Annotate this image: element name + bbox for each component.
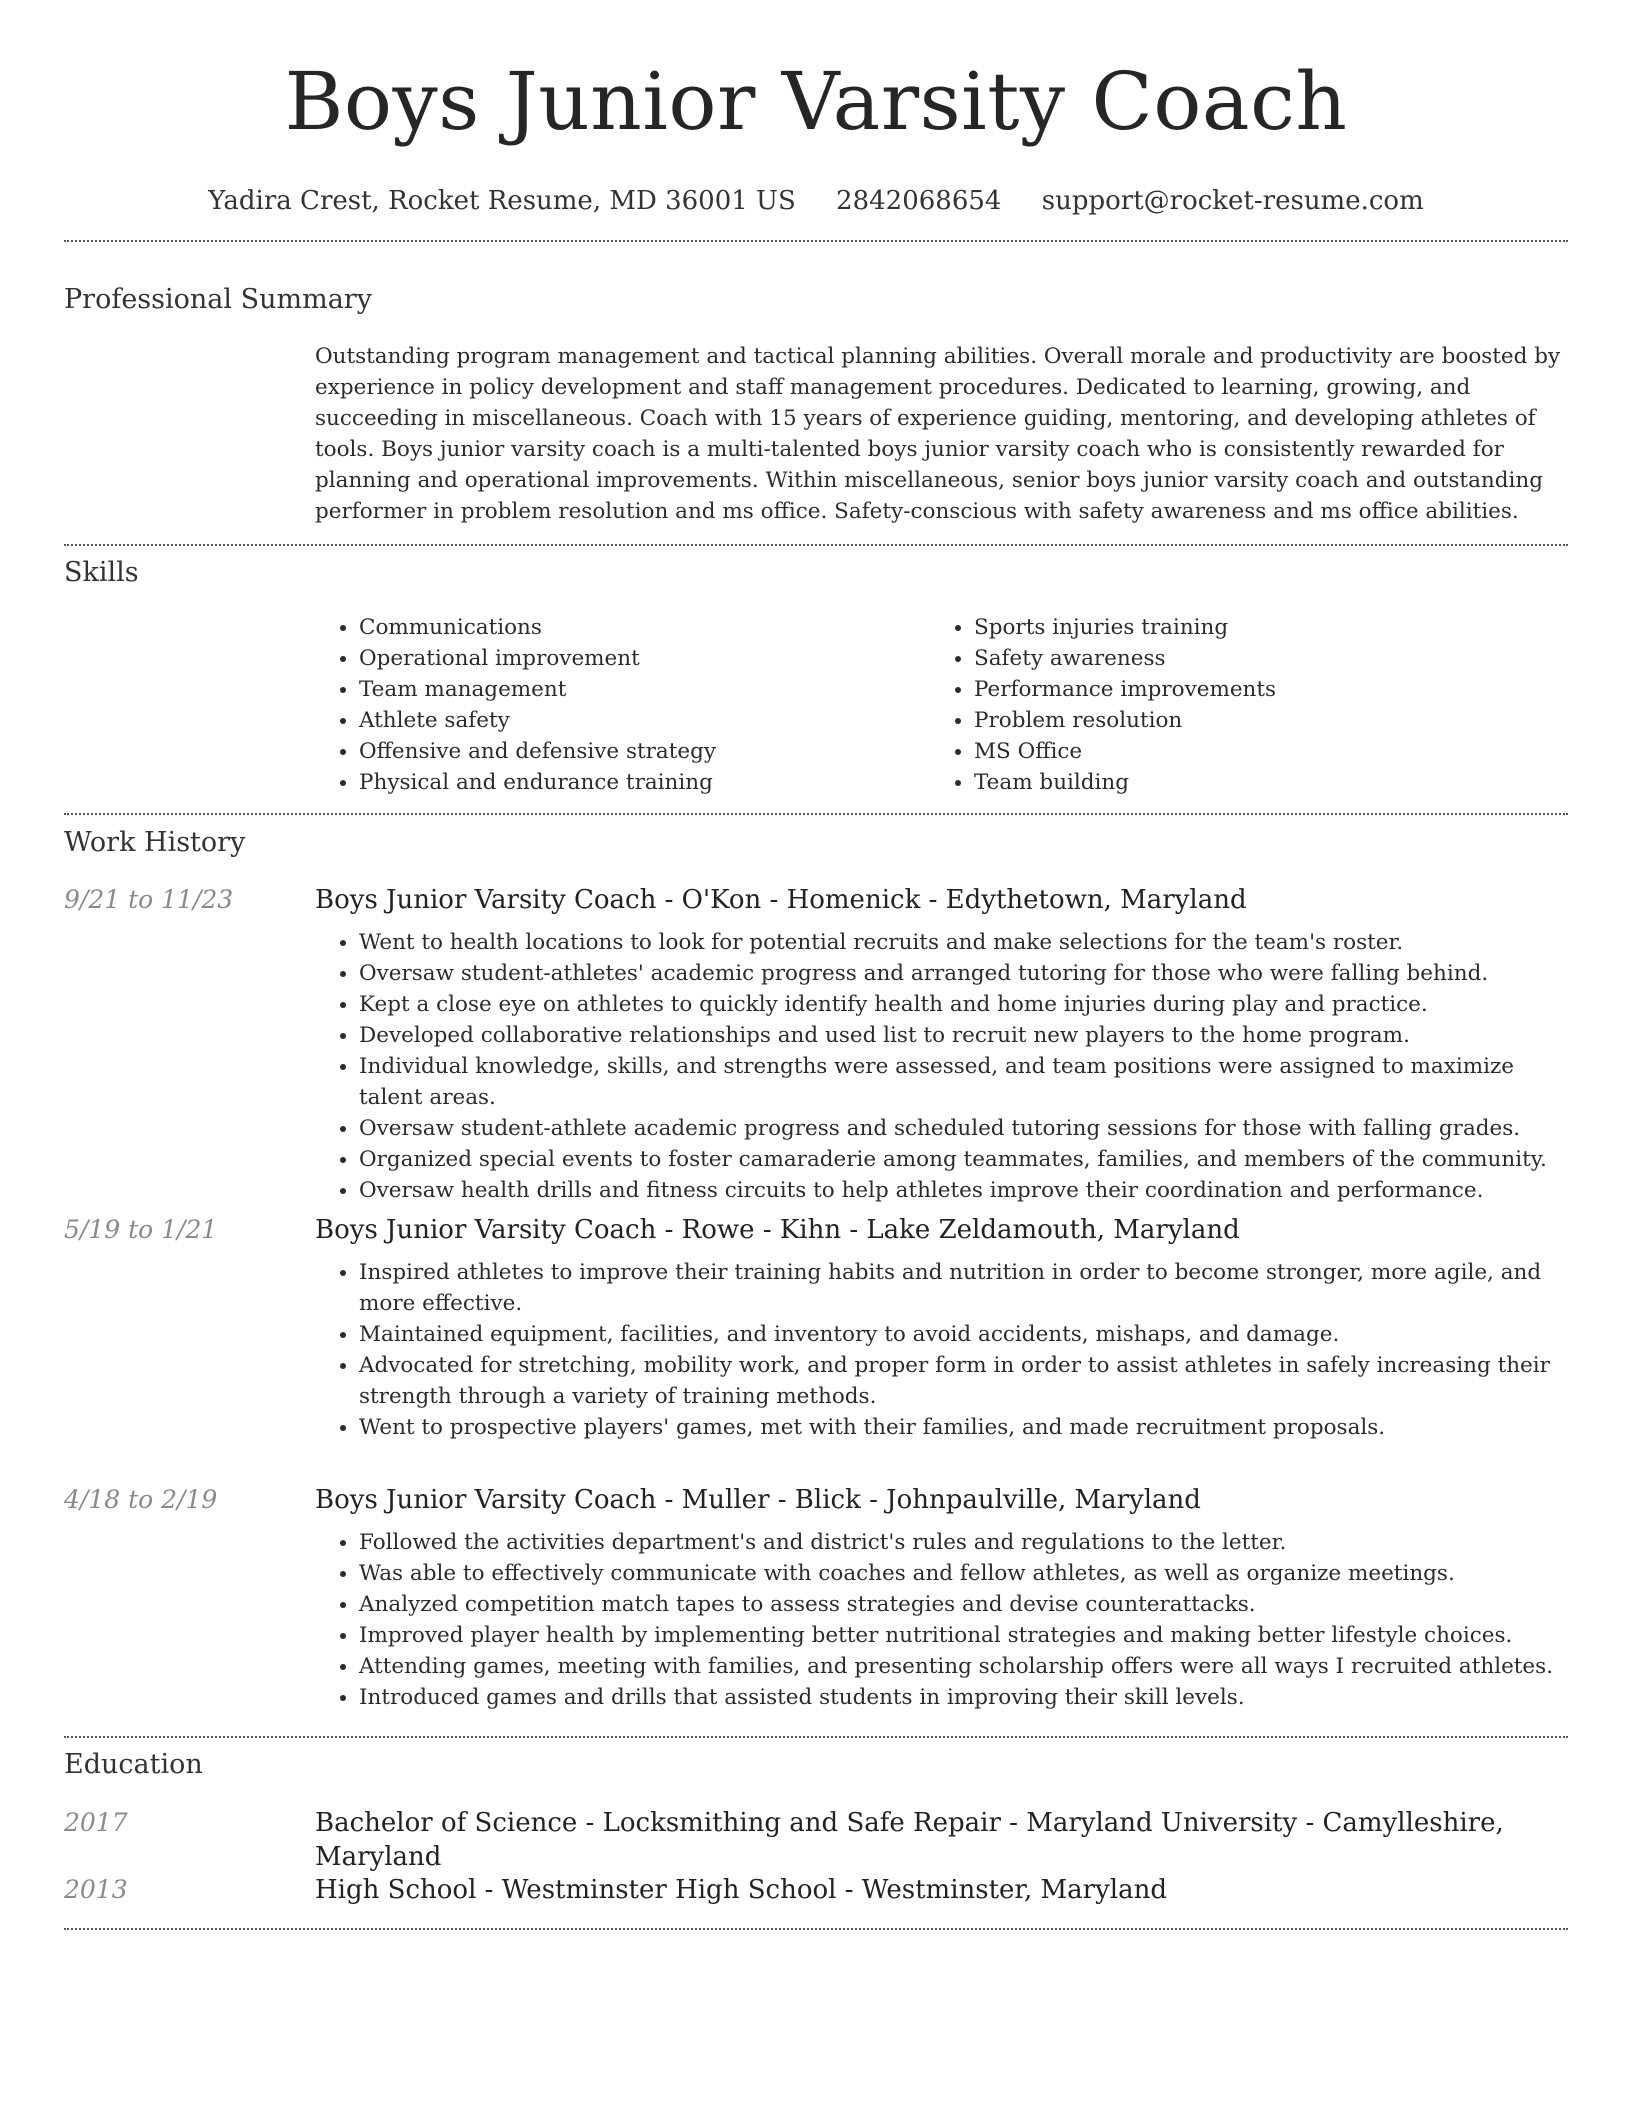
contact-address: Yadira Crest, Rocket Resume, MD 36001 US — [208, 186, 796, 216]
job-entry — [315, 883, 1565, 1206]
list-item: • Developed collaborative relationships and used list to recruit new players to the home program. — [359, 1020, 1565, 1051]
list-item: • Followed the activities department's and district's rules and regulations to the letter. — [359, 1527, 1565, 1558]
list-item: • Kept a close eye on athletes to quickly identify health and home injuries during play and practice. — [359, 989, 1565, 1020]
job-dates: 9/21 to 11/23 — [64, 885, 234, 914]
resume-header — [0, 0, 1632, 218]
list-item: • Physical and endurance training — [359, 767, 915, 798]
job-title: Boys Junior Varsity Coach - Muller - Blick - Johnpaulville, Maryland — [315, 1485, 1201, 1515]
job-entry — [315, 1213, 1565, 1443]
list-item: • Communications — [359, 612, 915, 643]
summary-block — [315, 341, 1565, 527]
list-item: • Sports injuries training — [974, 612, 1530, 643]
list-item: • Oversaw student-athletes' academic progress and arranged tutoring for those who were falling behind. — [359, 958, 1565, 989]
list-item: • Offensive and defensive strategy — [359, 736, 915, 767]
job-bullets — [315, 927, 1565, 1206]
contact-line — [0, 184, 1632, 218]
list-item: • Improved player health by implementing better nutritional strategies and making better lifestyle choices. — [359, 1620, 1565, 1651]
job-title: Boys Junior Varsity Coach - O'Kon - Homenick - Edythetown, Maryland — [315, 885, 1247, 915]
job-dates: 5/19 to 1/21 — [64, 1215, 218, 1244]
list-item: • Inspired athletes to improve their training habits and nutrition in order to become stronger, more agile, and more effective. — [359, 1257, 1565, 1319]
job-bullets — [315, 1257, 1565, 1443]
list-item: • Team building — [974, 767, 1530, 798]
page-title: Boys Junior Varsity Coach — [284, 55, 1348, 148]
list-item: • Oversaw health drills and fitness circuits to help athletes improve their coordination and performance. — [359, 1175, 1565, 1206]
list-item: • Athlete safety — [359, 705, 915, 736]
job-bullets — [315, 1527, 1565, 1713]
job-entry — [315, 1483, 1565, 1713]
work-heading: Work History — [64, 827, 246, 858]
list-item: • Oversaw student-athlete academic progress and scheduled tutoring sessions for those with falling grades. — [359, 1113, 1565, 1144]
education-entry: High School - Westminster High School - Westminster, Maryland — [315, 1875, 1167, 1905]
section-divider — [64, 240, 1568, 242]
list-item: • Operational improvement — [359, 643, 915, 674]
education-entry: Bachelor of Science - Locksmithing and Safe Repair - Maryland University - Camylleshire, Maryland — [315, 1808, 1504, 1872]
list-item: • Advocated for stretching, mobility work, and proper form in order to assist athletes in safely increasing their strength through a variety of training methods. — [359, 1350, 1565, 1412]
education-year: 2013 — [64, 1875, 128, 1904]
summary-text: Outstanding program management and tactical planning abilities. Overall morale and productivity are boosted by experience in policy development and staff management procedures. Dedicated to learning, growing, and succeeding in miscellaneous. Coach with 15 years of experience guiding, mentoring, and developing athletes of tools. Boys junior varsity coach is a multi-talented boys junior varsity coach who is consistently rewarded for planning and operational improvements. Within miscellaneous, senior boys junior varsity coach and outstanding performer in problem resolution and ms office. Safety-conscious with safety awareness and ms office abilities. — [315, 344, 1561, 524]
list-item: • Organized special events to foster camaraderie among teammates, families, and members of the community. — [359, 1144, 1565, 1175]
contact-email: support@rocket-resume.com — [1041, 186, 1424, 216]
skills-list-right — [930, 612, 1530, 798]
list-item: • Individual knowledge, skills, and strengths were assessed, and team positions were assigned to maximize talent areas. — [359, 1051, 1565, 1113]
list-item: • Problem resolution — [974, 705, 1530, 736]
list-item: • Went to prospective players' games, met with their families, and made recruitment proposals. — [359, 1412, 1565, 1443]
section-divider — [64, 544, 1568, 546]
list-item: • Was able to effectively communicate with coaches and fellow athletes, as well as organize meetings. — [359, 1558, 1565, 1589]
job-title: Boys Junior Varsity Coach - Rowe - Kihn - Lake Zeldamouth, Maryland — [315, 1215, 1240, 1245]
list-item: • Attending games, meeting with families, and presenting scholarship offers were all ways I recruited athletes. — [359, 1651, 1565, 1682]
education-heading: Education — [64, 1749, 203, 1780]
section-divider — [64, 813, 1568, 815]
list-item: • Introduced games and drills that assisted students in improving their skill levels. — [359, 1682, 1565, 1713]
summary-heading: Professional Summary — [64, 284, 372, 315]
skills-column-right — [930, 612, 1530, 798]
skills-heading: Skills — [64, 557, 139, 588]
education-year: 2017 — [64, 1808, 128, 1837]
skills-list-left — [315, 612, 915, 798]
list-item: • Safety awareness — [974, 643, 1530, 674]
list-item: • Analyzed competition match tapes to assess strategies and devise counterattacks. — [359, 1589, 1565, 1620]
list-item: • MS Office — [974, 736, 1530, 767]
section-divider — [64, 1928, 1568, 1930]
section-divider — [64, 1736, 1568, 1738]
list-item: • Went to health locations to look for potential recruits and make selections for the team's roster. — [359, 927, 1565, 958]
list-item: • Performance improvements — [974, 674, 1530, 705]
contact-phone: 2842068654 — [836, 186, 1002, 216]
skills-column-left — [315, 612, 915, 798]
list-item: • Maintained equipment, facilities, and inventory to avoid accidents, mishaps, and damage. — [359, 1319, 1565, 1350]
job-dates: 4/18 to 2/19 — [64, 1485, 218, 1514]
list-item: • Team management — [359, 674, 915, 705]
